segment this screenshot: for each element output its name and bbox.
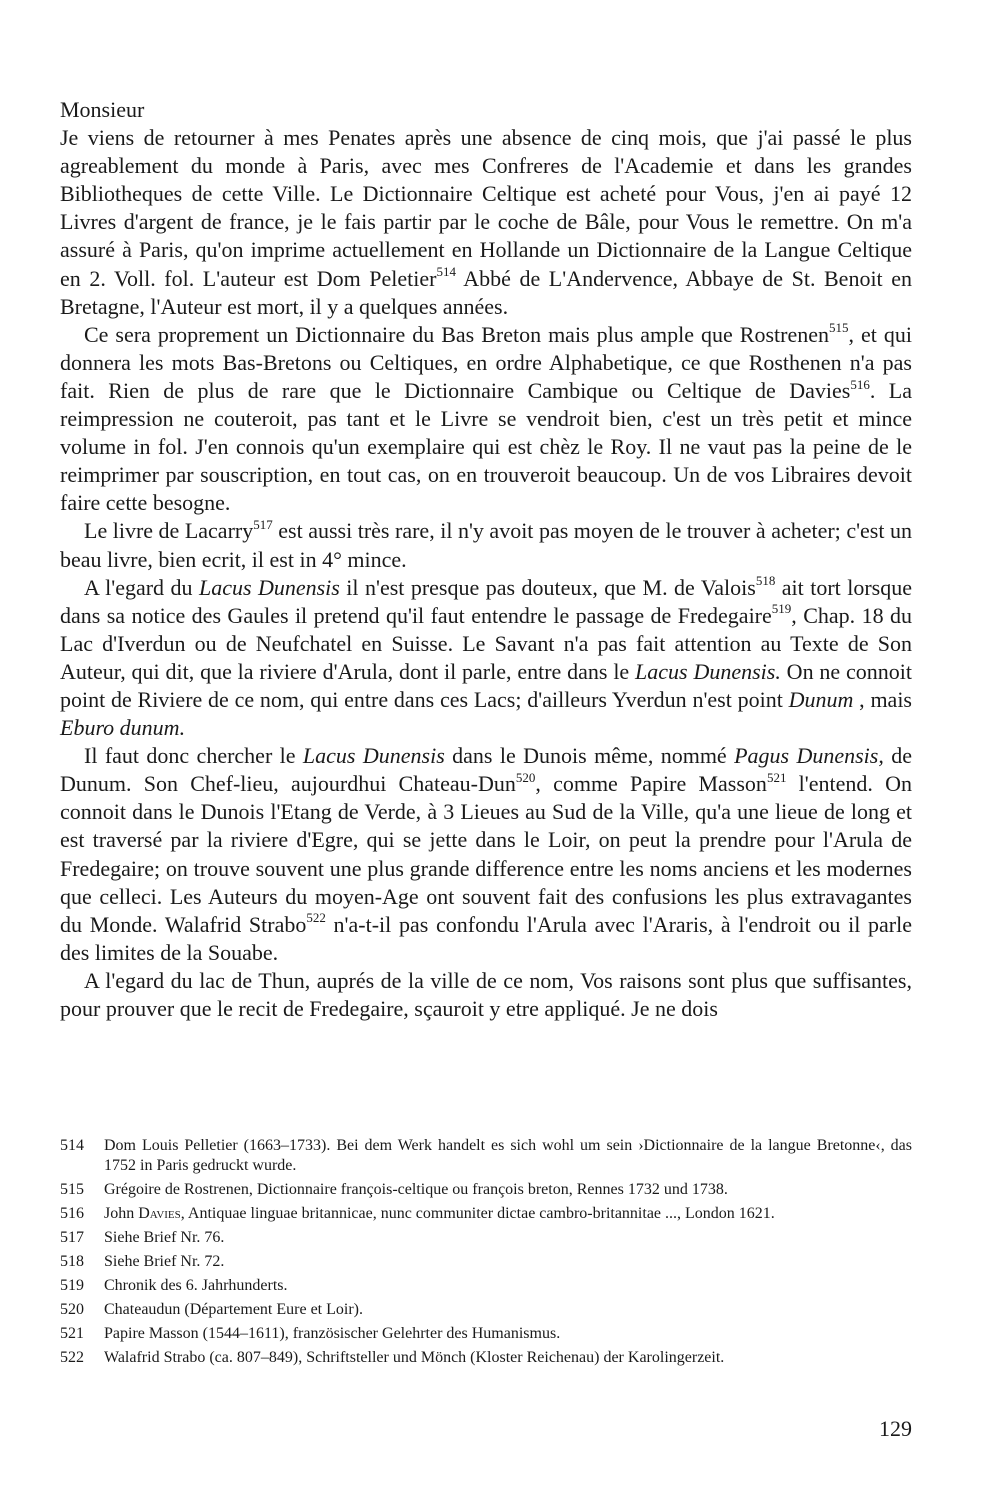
- footnote-text: Chronik des 6. Jahrhunderts.: [104, 1277, 288, 1294]
- footnote-516: [60, 1204, 912, 1224]
- page-number: 129: [879, 1416, 912, 1441]
- footnote-number: 521: [60, 1325, 84, 1342]
- footnote-519: [60, 1276, 912, 1296]
- paragraph-5: [60, 742, 912, 967]
- footnote-ref-515: 515: [829, 320, 849, 336]
- text-run: Je viens de retourner à mes Penates après une absence de cinq mois, que j'ai passé le plus agreablement du monde à Paris, avec mes Confreres de l'Academie et dans les grandes Bibliotheques de cette Ville. Le Dictionnaire Celtique est acheté pour Vous, j'en ai payé 12 Livres d'argent de france, je le fais partir par le coche de Bâle, pour Vous le remettre. On m'a assuré à Paris, qu'on imprime actuellement en Hollande un Dictionnaire de la Langue Celtique en 2. Voll. fol. L'auteur est Dom Peletier: [60, 125, 912, 291]
- footnote-520: [60, 1300, 912, 1320]
- footnote-number: 520: [60, 1301, 84, 1318]
- footnote-ref-514: 514: [436, 264, 456, 280]
- footnote-514: [60, 1136, 912, 1176]
- paragraph-3: [60, 517, 912, 573]
- footnote-number: 514: [60, 1137, 84, 1154]
- footnote-517: [60, 1228, 912, 1248]
- text-run: , mais: [853, 686, 912, 712]
- footnote-ref-519: 519: [771, 601, 792, 617]
- footnote-text: [104, 1204, 912, 1224]
- paragraph-4: [60, 574, 912, 743]
- footnote-ref-520: 520: [515, 769, 536, 785]
- footnote-ref-522: 522: [306, 910, 326, 926]
- italic-term: Eburo dunum.: [60, 715, 186, 741]
- text-run: A l'egard du: [84, 574, 199, 600]
- text-run: , comme Papire Masson: [535, 771, 767, 797]
- text-run: Il faut donc chercher le: [84, 743, 303, 769]
- footnote-text: Papire Masson (1544–1611), französischer Gelehrter des Humanismus.: [104, 1325, 561, 1342]
- text-run: John: [104, 1205, 139, 1222]
- footnote-text: Siehe Brief Nr. 72.: [104, 1253, 225, 1270]
- footnote-515: [60, 1180, 912, 1200]
- text-run: est aussi très rare, il n'y avoit pas moyen de le trouver à acheter; c'est un beau livre, bien ecrit, il est in 4° mince.: [60, 518, 913, 572]
- text-run: , Antiquae linguae britannicae, nunc communiter dictae cambro-britannitae ..., London 1621.: [180, 1205, 775, 1222]
- document-page: [60, 96, 913, 1441]
- text-run: dans le Dunois même, nommé: [444, 743, 735, 769]
- italic-term: Lacus Dunensis.: [635, 658, 781, 684]
- text-run: il n'est presque pas douteux, que M. de Valois: [339, 574, 756, 600]
- footnote-number: 516: [60, 1205, 84, 1222]
- footnote-number: 518: [60, 1253, 84, 1270]
- footnote-text: Grégoire de Rostrenen, Dictionnaire françois-celtique ou françois breton, Rennes 1732 und 1738.: [104, 1181, 728, 1198]
- footnote-518: [60, 1252, 912, 1272]
- italic-term: Lacus Dunensis: [302, 743, 445, 769]
- footnote-ref-517: 517: [253, 517, 273, 533]
- text-run: Abbé de L'Andervence, Abbaye de St. Benoit en Bretagne, l'Auteur est mort, il y a quelques années.: [60, 265, 912, 319]
- text-run: l'entend. On connoit dans le Dunois l'Etang de Verde, à 3 Lieues au Sud de la Ville, qu'a une lieue de long et est traversé par la riviere d'Egre, qui se jette dans le Loir, on peut la prendre pour l'Arula de Fredegaire; on trouve souvent une plus grande difference entre les noms anciens et les modernes que celleci. Les Auteurs du moyen-Age ont souvent fait des confusions les plus extravagantes du Monde. Walafrid Strabo: [60, 771, 912, 937]
- text-run: n'a-t-il pas confondu l'Arula avec l'Araris, à l'endroit ou il parle des limites de la Souabe.: [60, 911, 912, 965]
- paragraph-2: [60, 321, 912, 518]
- footnote-number: 515: [60, 1181, 84, 1198]
- italic-term: Pagus Dunensis,: [734, 743, 884, 769]
- italic-term: Dunum: [788, 686, 854, 712]
- letter-body: [60, 96, 912, 1023]
- footnote-text: Dom Louis Pelletier (1663–1733). Bei dem Werk handelt es sich wohl um sein ›Dictionnaire de la langue Bretonne‹, das 1752 in Paris gedruckt wurde.: [104, 1137, 912, 1174]
- text-run: On ne connoit point de Riviere de ce nom, qui entre dans ces Lacs; d'ailleurs Yverdun n'est point: [60, 658, 913, 712]
- footnote-ref-521: 521: [766, 769, 787, 785]
- footnote-number: 519: [60, 1277, 84, 1294]
- footnote-ref-518: 518: [755, 573, 776, 589]
- text-run: , et qui donnera les mots Bas-Bretons ou Celtiques, en ordre Alphabetique, ce que Rosthenen n'a pas fait. Rien de plus de rare que le Dictionnaire Cambique ou Celtique de Davies: [60, 321, 912, 403]
- footnote-ref-516: 516: [850, 376, 870, 392]
- footnote-number: 522: [60, 1349, 84, 1366]
- footnote-text: Siehe Brief Nr. 76.: [104, 1229, 225, 1246]
- text-run: , Chap. 18 du Lac d'Iverdun ou de Neufchatel en Suisse. Le Savant n'a pas fait attention au Texte de Son Auteur, qui dit, que la riviere d'Arula, dont il parle, entre dans le: [60, 602, 912, 684]
- footnote-text: Walafrid Strabo (ca. 807–849), Schriftsteller und Mönch (Kloster Reichenau) der Karolingerzeit.: [104, 1349, 725, 1366]
- paragraph-1: [60, 124, 912, 321]
- footnotes: [60, 1136, 912, 1372]
- salutation: Monsieur: [60, 97, 145, 122]
- paragraph-6: A l'egard du lac de Thun, auprés de la ville de ce nom, Vos raisons sont plus que suffisantes, pour prouver que le recit de Fredegaire, sçauroit y etre appliqué. Je ne dois: [60, 967, 912, 1021]
- text-run: . La reimpression ne couteroit, pas tant et le Livre se vendroit bien, c'est un très petit et mince volume in fol. J'en connois qu'un exemplaire qui est chèz le Roy. Il ne vaut pas la peine de le reimprimer par souscription, en tout cas, on en trouveroit beaucoup. Un de vos Libraires devoit faire cette besogne.: [60, 377, 912, 516]
- italic-term: Lacus Dunensis: [198, 574, 340, 600]
- text-run: Le livre de Lacarry: [84, 518, 254, 544]
- text-run: ait tort lorsque dans sa notice des Gaules il pretend qu'il faut entendre le passage de Fredegaire: [60, 574, 912, 628]
- author-name: Davies: [138, 1205, 181, 1222]
- footnote-521: [60, 1324, 912, 1344]
- footnote-text: Chateaudun (Département Eure et Loir).: [104, 1301, 363, 1318]
- footnote-522: [60, 1348, 912, 1368]
- text-run: Ce sera proprement un Dictionnaire du Bas Breton mais plus ample que Rostrenen: [84, 321, 830, 347]
- text-run: de Dunum. Son Chef-lieu, aujourdhui Chateau-Dun: [60, 743, 913, 797]
- footnote-number: 517: [60, 1229, 84, 1246]
